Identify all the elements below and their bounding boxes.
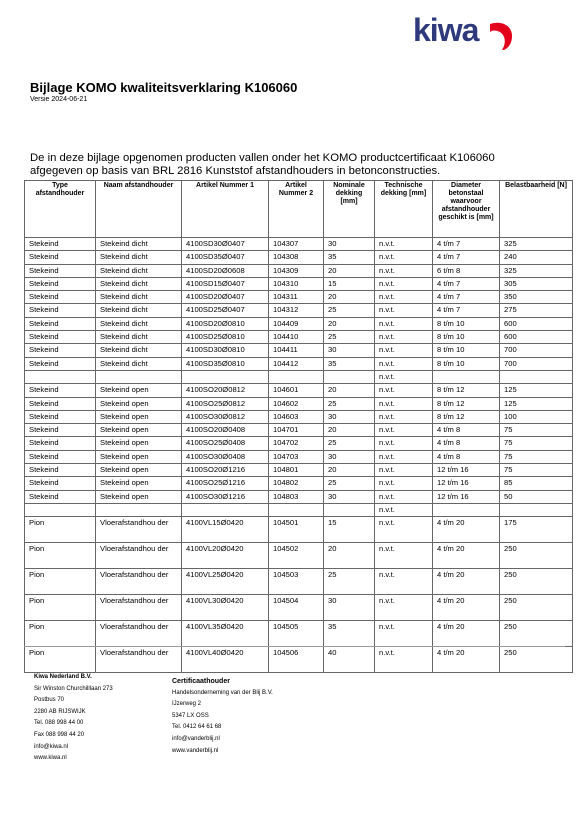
cell-nominal-cover: 40	[324, 647, 375, 673]
cell-technical-cover: n.v.t.	[375, 543, 433, 569]
cell-name: Stekeind dicht	[96, 331, 182, 344]
cell-diameter: 4 t/m 20	[433, 543, 500, 569]
cell-technical-cover: n.v.t.	[375, 317, 433, 330]
cell-technical-cover: n.v.t.	[375, 437, 433, 450]
cell-article-1: 4100VL15Ø0420	[182, 517, 269, 543]
cell-article-1: 4100SD20Ø0608	[182, 264, 269, 277]
cell-article-1: 4100SO25Ø0812	[182, 397, 269, 410]
cert-website: www.vanderblij.nl	[172, 747, 219, 754]
cell-article-1: 4100SD20Ø0407	[182, 291, 269, 304]
cell-name: Vloerafstandhou der	[96, 647, 182, 673]
cell-load: 50	[500, 490, 573, 503]
cell-technical-cover: n.v.t.	[375, 331, 433, 344]
cell-nominal-cover: 30	[324, 450, 375, 463]
cell-article-2	[269, 370, 324, 383]
cell-nominal-cover: 30	[324, 410, 375, 423]
cell-type: Stekeind	[25, 238, 96, 251]
table-row	[25, 344, 573, 357]
cell-name: Stekeind dicht	[96, 277, 182, 290]
cell-load: 125	[500, 397, 573, 410]
cell-technical-cover: n.v.t.	[375, 503, 433, 516]
cell-article-1: 4100SD30Ø0810	[182, 344, 269, 357]
cell-technical-cover: n.v.t.	[375, 291, 433, 304]
cell-technical-cover: n.v.t.	[375, 647, 433, 673]
kiwa-website: www.kiwa.nl	[34, 755, 67, 762]
cell-nominal-cover: 25	[324, 477, 375, 490]
cell-article-2: 104701	[269, 424, 324, 437]
cell-article-1: 4100SO30Ø0812	[182, 410, 269, 423]
cell-nominal-cover: 15	[324, 277, 375, 290]
cell-nominal-cover	[324, 370, 375, 383]
cell-technical-cover: n.v.t.	[375, 357, 433, 370]
products-table	[24, 180, 573, 673]
cell-type: Stekeind	[25, 291, 96, 304]
cell-nominal-cover: 20	[324, 317, 375, 330]
cert-holder-name: Handelsonderneming van der Blij B.V.	[172, 689, 273, 696]
cell-diameter: 4 t/m 8	[433, 450, 500, 463]
cell-nominal-cover: 25	[324, 331, 375, 344]
cell-nominal-cover: 35	[324, 357, 375, 370]
cell-type: Stekeind	[25, 384, 96, 397]
cell-type: Stekeind	[25, 317, 96, 330]
cell-article-2: 104409	[269, 317, 324, 330]
cell-name: Stekeind dicht	[96, 317, 182, 330]
cell-name: Stekeind dicht	[96, 251, 182, 264]
cell-load: 350	[500, 291, 573, 304]
cell-load: 275	[500, 304, 573, 317]
cell-nominal-cover: 25	[324, 569, 375, 595]
cell-technical-cover: n.v.t.	[375, 251, 433, 264]
kiwa-logo-text: kiwa	[413, 12, 479, 48]
cell-type: Pion	[25, 595, 96, 621]
cell-article-1: 4100SD35Ø0407	[182, 251, 269, 264]
cell-article-2: 104602	[269, 397, 324, 410]
cell-nominal-cover	[324, 503, 375, 516]
kiwa-bird-icon	[488, 20, 514, 50]
header-article-2: Artikel Nummer 2	[269, 181, 324, 238]
table-row	[25, 264, 573, 277]
cell-load: 700	[500, 357, 573, 370]
cell-technical-cover: n.v.t.	[375, 450, 433, 463]
cell-name: Vloerafstandhou der	[96, 569, 182, 595]
cell-article-1	[182, 370, 269, 383]
cell-type: Stekeind	[25, 424, 96, 437]
cell-technical-cover: n.v.t.	[375, 264, 433, 277]
cell-article-2: 104801	[269, 464, 324, 477]
cell-technical-cover: n.v.t.	[375, 238, 433, 251]
table-row	[25, 410, 573, 423]
table-row	[25, 357, 573, 370]
cell-article-2: 104412	[269, 357, 324, 370]
cell-article-1: 4100VL30Ø0420	[182, 595, 269, 621]
table-row	[25, 291, 573, 304]
cell-technical-cover: n.v.t.	[375, 490, 433, 503]
cell-technical-cover: n.v.t.	[375, 277, 433, 290]
kiwa-address-block	[34, 672, 113, 765]
cell-load	[500, 370, 573, 383]
cell-name: Stekeind open	[96, 397, 182, 410]
cell-type: Pion	[25, 569, 96, 595]
cell-diameter: 8 t/m 10	[433, 344, 500, 357]
cell-diameter: 4 t/m 20	[433, 517, 500, 543]
cell-technical-cover: n.v.t.	[375, 424, 433, 437]
cell-name: Stekeind dicht	[96, 291, 182, 304]
table-row	[25, 424, 573, 437]
cell-nominal-cover: 30	[324, 238, 375, 251]
cell-name: Stekeind open	[96, 477, 182, 490]
cell-article-2: 104411	[269, 344, 324, 357]
cell-nominal-cover: 30	[324, 490, 375, 503]
cell-load	[500, 503, 573, 516]
cell-load: 250	[500, 543, 573, 569]
cell-name: Stekeind open	[96, 490, 182, 503]
kiwa-fax: Fax 088 998 44 20	[34, 731, 85, 738]
header-diameter: Diameter betonstaal waarvoor afstandhouder geschikt is [mm]	[433, 181, 500, 238]
cell-type: Stekeind	[25, 410, 96, 423]
cell-technical-cover: n.v.t.	[375, 621, 433, 647]
intro-paragraph: De in deze bijlage opgenomen producten vallen onder het KOMO productcertificaat K106060 afgegeven op basis van BRL 2816 Kunststof afstandhouders in betonconstructies.	[30, 152, 495, 177]
table-row	[25, 397, 573, 410]
cell-diameter	[433, 370, 500, 383]
kiwa-email: info@kiwa.nl	[34, 743, 69, 750]
cell-diameter: 4 t/m 7	[433, 238, 500, 251]
cell-nominal-cover: 25	[324, 397, 375, 410]
cell-article-1: 4100SD15Ø0407	[182, 277, 269, 290]
table-row	[25, 384, 573, 397]
table-row	[25, 277, 573, 290]
cell-load: 250	[500, 569, 573, 595]
table-row	[25, 569, 573, 595]
cell-article-2: 104501	[269, 517, 324, 543]
cell-article-2: 104702	[269, 437, 324, 450]
cert-holder-block	[172, 676, 273, 757]
cell-diameter: 4 t/m 7	[433, 277, 500, 290]
cell-load: 325	[500, 264, 573, 277]
cell-name: Vloerafstandhou der	[96, 543, 182, 569]
cell-type: Stekeind	[25, 344, 96, 357]
header-nominal-cover: Nominale dekking [mm]	[324, 181, 375, 238]
cell-article-1: 4100SO25Ø1216	[182, 477, 269, 490]
cell-article-2: 104504	[269, 595, 324, 621]
document-version: Versie 2024-06-21	[30, 96, 88, 103]
cell-article-2: 104601	[269, 384, 324, 397]
cell-article-2: 104703	[269, 450, 324, 463]
kiwa-company-name: Kiwa Nederland B.V.	[34, 674, 92, 680]
cell-type: Stekeind	[25, 331, 96, 344]
table-row	[25, 370, 573, 383]
cell-article-2: 104603	[269, 410, 324, 423]
cell-load: 75	[500, 437, 573, 450]
cell-article-2: 104310	[269, 277, 324, 290]
cell-technical-cover: n.v.t.	[375, 517, 433, 543]
cell-name: Vloerafstandhou der	[96, 517, 182, 543]
cell-article-2: 104410	[269, 331, 324, 344]
cell-type: Stekeind	[25, 304, 96, 317]
cell-diameter: 8 t/m 10	[433, 317, 500, 330]
cell-article-1: 4100SD20Ø0810	[182, 317, 269, 330]
table-row	[25, 238, 573, 251]
cell-name: Stekeind dicht	[96, 357, 182, 370]
cell-name: Stekeind dicht	[96, 238, 182, 251]
cell-diameter	[433, 503, 500, 516]
header-article-1: Artikel Nummer 1	[182, 181, 269, 238]
cell-diameter: 4 t/m 8	[433, 424, 500, 437]
cell-article-1: 4100SO20Ø0408	[182, 424, 269, 437]
cell-article-1: 4100VL35Ø0420	[182, 621, 269, 647]
cell-article-1: 4100SD30Ø0407	[182, 238, 269, 251]
cell-type: Pion	[25, 517, 96, 543]
cell-load: 85	[500, 477, 573, 490]
cell-article-1: 4100VL25Ø0420	[182, 569, 269, 595]
cell-technical-cover: n.v.t.	[375, 464, 433, 477]
cell-type: Stekeind	[25, 251, 96, 264]
kiwa-address-line: Sir Winston Churchilllaan 273	[34, 685, 113, 692]
cell-article-2: 104802	[269, 477, 324, 490]
cell-diameter: 4 t/m 7	[433, 291, 500, 304]
cell-diameter: 4 t/m 7	[433, 251, 500, 264]
cell-diameter: 4 t/m 8	[433, 437, 500, 450]
cell-diameter: 4 t/m 20	[433, 595, 500, 621]
cell-nominal-cover: 15	[324, 517, 375, 543]
cell-type: Stekeind	[25, 464, 96, 477]
cell-name: Stekeind open	[96, 410, 182, 423]
cell-diameter: 12 t/m 16	[433, 490, 500, 503]
table-row	[25, 464, 573, 477]
cell-article-2: 104307	[269, 238, 324, 251]
cert-holder-heading: Certificaathouder	[172, 678, 230, 685]
kiwa-address-line: 2280 AB RIJSWIJK	[34, 708, 86, 715]
cell-article-2: 104309	[269, 264, 324, 277]
cell-article-2: 104505	[269, 621, 324, 647]
kiwa-phone: Tel. 088 998 44 00	[34, 720, 84, 727]
cell-article-2: 104308	[269, 251, 324, 264]
cell-name: Stekeind dicht	[96, 344, 182, 357]
footer-divider	[24, 646, 565, 647]
cell-article-2: 104803	[269, 490, 324, 503]
cell-nominal-cover: 20	[324, 291, 375, 304]
cell-type: Stekeind	[25, 477, 96, 490]
cert-address-line: IJzerweg 2	[172, 701, 202, 708]
cell-type: Pion	[25, 621, 96, 647]
cell-name	[96, 503, 182, 516]
cell-load: 700	[500, 344, 573, 357]
cell-load: 175	[500, 517, 573, 543]
cell-article-2: 104311	[269, 291, 324, 304]
cell-name: Stekeind open	[96, 384, 182, 397]
cell-nominal-cover: 30	[324, 344, 375, 357]
cell-load: 250	[500, 595, 573, 621]
cell-diameter: 6 t/m 8	[433, 264, 500, 277]
table-row	[25, 517, 573, 543]
cell-article-1: 4100SO20Ø1216	[182, 464, 269, 477]
cell-article-1: 4100VL20Ø0420	[182, 543, 269, 569]
cell-article-2	[269, 503, 324, 516]
cell-load: 240	[500, 251, 573, 264]
document-title: Bijlage KOMO kwaliteitsverklaring K106060	[30, 80, 298, 95]
cell-name: Stekeind dicht	[96, 264, 182, 277]
table-row	[25, 450, 573, 463]
cell-technical-cover: n.v.t.	[375, 344, 433, 357]
cell-technical-cover: n.v.t.	[375, 370, 433, 383]
header-load: Belastbaarheid [N]	[500, 181, 573, 238]
table-row	[25, 621, 573, 647]
cell-name: Stekeind open	[96, 424, 182, 437]
cell-type: Stekeind	[25, 490, 96, 503]
header-type: Type afstandhouder	[25, 181, 96, 238]
cell-load: 75	[500, 450, 573, 463]
cell-name: Vloerafstandhou der	[96, 595, 182, 621]
cell-technical-cover: n.v.t.	[375, 304, 433, 317]
table-row	[25, 595, 573, 621]
table-row	[25, 437, 573, 450]
cell-technical-cover: n.v.t.	[375, 569, 433, 595]
cell-load: 600	[500, 317, 573, 330]
cell-load: 125	[500, 384, 573, 397]
cell-article-1	[182, 503, 269, 516]
cell-nominal-cover: 25	[324, 437, 375, 450]
cell-name: Stekeind open	[96, 450, 182, 463]
table-row	[25, 331, 573, 344]
cell-article-2: 104502	[269, 543, 324, 569]
cell-type	[25, 370, 96, 383]
cell-name: Vloerafstandhou der	[96, 621, 182, 647]
cell-load: 325	[500, 238, 573, 251]
cell-article-1: 4100SD35Ø0810	[182, 357, 269, 370]
cell-nominal-cover: 30	[324, 595, 375, 621]
table-row	[25, 543, 573, 569]
cell-nominal-cover: 35	[324, 621, 375, 647]
cert-address-line: 5347 LX OSS	[172, 712, 209, 719]
header-name: Naam afstandhouder	[96, 181, 182, 238]
cell-diameter: 8 t/m 12	[433, 384, 500, 397]
table-row	[25, 304, 573, 317]
cell-load: 305	[500, 277, 573, 290]
table-row	[25, 503, 573, 516]
cell-load: 600	[500, 331, 573, 344]
cell-article-2: 104503	[269, 569, 324, 595]
cell-type: Stekeind	[25, 397, 96, 410]
cell-load: 250	[500, 647, 573, 673]
table-row	[25, 317, 573, 330]
cell-diameter: 8 t/m 10	[433, 357, 500, 370]
cell-article-2: 104312	[269, 304, 324, 317]
cell-nominal-cover: 20	[324, 264, 375, 277]
cell-type: Stekeind	[25, 357, 96, 370]
cell-nominal-cover: 35	[324, 251, 375, 264]
header-technical-cover: Technische dekking [mm]	[375, 181, 433, 238]
cell-article-1: 4100VL40Ø0420	[182, 647, 269, 673]
cell-type: Stekeind	[25, 264, 96, 277]
cert-phone: Tel. 0412 64 61 68	[172, 724, 222, 731]
cell-article-1: 4100SO20Ø0812	[182, 384, 269, 397]
cell-technical-cover: n.v.t.	[375, 595, 433, 621]
cell-nominal-cover: 25	[324, 304, 375, 317]
cell-nominal-cover: 20	[324, 543, 375, 569]
cell-type: Pion	[25, 647, 96, 673]
table-row	[25, 477, 573, 490]
cell-article-1: 4100SD25Ø0407	[182, 304, 269, 317]
cell-article-1: 4100SO25Ø0408	[182, 437, 269, 450]
cell-nominal-cover: 20	[324, 424, 375, 437]
table-row	[25, 251, 573, 264]
cell-article-1: 4100SD25Ø0810	[182, 331, 269, 344]
cell-diameter: 4 t/m 20	[433, 647, 500, 673]
cell-type: Stekeind	[25, 277, 96, 290]
cell-technical-cover: n.v.t.	[375, 384, 433, 397]
cert-email: info@vanderblij.nl	[172, 735, 220, 742]
cell-technical-cover: n.v.t.	[375, 410, 433, 423]
table-row	[25, 490, 573, 503]
cell-diameter: 8 t/m 10	[433, 331, 500, 344]
cell-diameter: 4 t/m 7	[433, 304, 500, 317]
cell-type: Stekeind	[25, 437, 96, 450]
cell-name: Stekeind dicht	[96, 304, 182, 317]
cell-diameter: 12 t/m 16	[433, 477, 500, 490]
kiwa-address-line: Postbus 70	[34, 697, 65, 704]
cell-article-1: 4100SO30Ø1216	[182, 490, 269, 503]
cell-technical-cover: n.v.t.	[375, 397, 433, 410]
cell-technical-cover: n.v.t.	[375, 477, 433, 490]
cell-load: 250	[500, 621, 573, 647]
table-header-row	[25, 181, 573, 238]
cell-article-2: 104506	[269, 647, 324, 673]
cell-diameter: 8 t/m 12	[433, 397, 500, 410]
table-row	[25, 647, 573, 673]
cell-load: 100	[500, 410, 573, 423]
cell-diameter: 12 t/m 16	[433, 464, 500, 477]
cell-name: Stekeind open	[96, 437, 182, 450]
cell-load: 75	[500, 424, 573, 437]
cell-nominal-cover: 20	[324, 384, 375, 397]
cell-name	[96, 370, 182, 383]
cell-diameter: 4 t/m 20	[433, 569, 500, 595]
cell-type: Pion	[25, 543, 96, 569]
cell-type: Stekeind	[25, 450, 96, 463]
cell-diameter: 4 t/m 20	[433, 621, 500, 647]
cell-nominal-cover: 20	[324, 464, 375, 477]
cell-diameter: 8 t/m 12	[433, 410, 500, 423]
cell-load: 75	[500, 464, 573, 477]
cell-type	[25, 503, 96, 516]
cell-article-1: 4100SO30Ø0408	[182, 450, 269, 463]
cell-name: Stekeind open	[96, 464, 182, 477]
